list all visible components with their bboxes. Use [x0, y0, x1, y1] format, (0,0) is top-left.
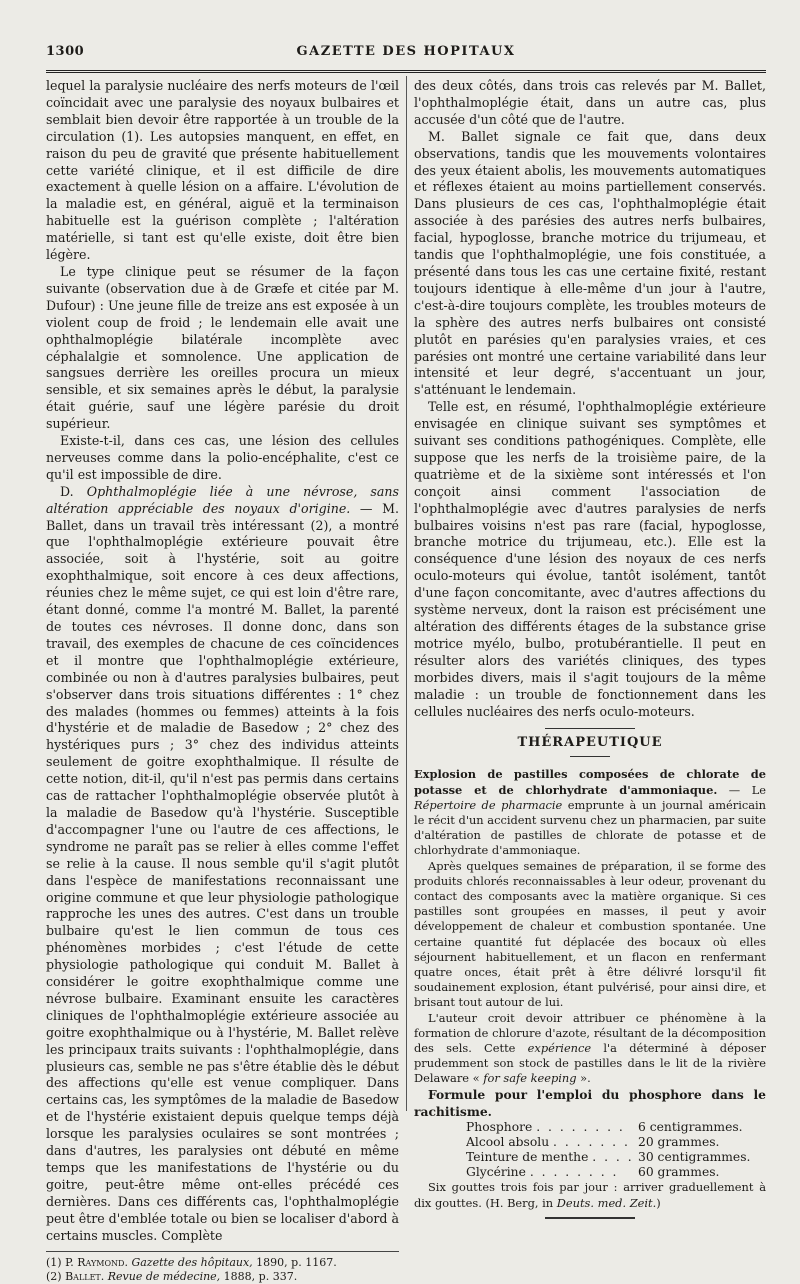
footnote-rest: 1888, p. 337.: [223, 1269, 298, 1283]
footnote-source: Gazette des hôpitaux,: [131, 1255, 253, 1269]
text-run: expérience: [527, 1041, 592, 1055]
ingredient: [466, 1165, 638, 1180]
footnote-number: (1): [46, 1255, 62, 1269]
ingredient: [466, 1150, 638, 1165]
footnote-rest: 1890, p. 1167.: [256, 1255, 337, 1269]
section-title: THÉRAPEUTIQUE: [517, 735, 663, 751]
formula-title: Formule pour l'emploi du phosphore dans le rachitisme.: [414, 1086, 766, 1119]
paragraph-section-d: [46, 484, 399, 1245]
paragraph: [414, 1011, 766, 1087]
text-run: l'a déterminé à déposer prudemment son stock de pastilles dans le lit de la rivière Delaware «: [414, 1041, 766, 1086]
footnote-source: Revue de médecine,: [107, 1269, 221, 1283]
paragraph: des deux côtés, dans trois cas relevés par M. Ballet, l'ophthalmoplégie était, dans un autre cas, plus accusée d'un côté que de l'autre.: [414, 78, 766, 127]
ingredient-amount: 30 centigrammes.: [638, 1150, 751, 1165]
text-run: ».: [576, 1071, 591, 1086]
column-divider: [406, 76, 407, 1111]
ingredient-amount: 20 grammes.: [638, 1135, 720, 1150]
paragraph: Le type clinique peut se résumer de la façon suivante (observation due à de Græfe et citée par M. Dufour) : Une jeune fille de treize ans est exposée à un violent coup de froid ; le lendemain elle avait une ophthalmoplégie bilatérale incomplète avec céphalalgie et somnolence. Une application de sangsues derrière les oreilles procura un mieux sensible, et six semaines après le début, la paralysie était guérie, sauf une légère parésie du droit supérieur.: [46, 263, 399, 432]
footnote: [46, 1270, 399, 1284]
footnote-author: P. Raymond.: [65, 1255, 128, 1269]
page-number: 1300: [46, 44, 85, 59]
ingredient-name: Alcool absolu: [466, 1135, 550, 1150]
left-column: [46, 78, 399, 1284]
footnotes: [46, 1251, 399, 1284]
ingredient: [466, 1120, 638, 1135]
right-column: [414, 78, 766, 1219]
paragraph: Telle est, en résumé, l'ophthalmoplégie extérieure envisagée en clinique suivant ses symptômes et suivant ses conditions pathogéniques. Complète, elle suppose que les nerfs de la troisième paire, de la quatrième et de la sixième sont intéressés et l'on conçoit ainsi comment l'association de l'ophthalmoplégie avec d'autres paralysies de nerfs bulbaires voisins n'est pas rare (facial, hypoglosse, branche motrice du trijumeau, etc.). Elle est la conséquence d'une lésion des noyaux de ces nerfs oculo-moteurs qui évolue, tantôt isolément, tantôt d'une façon concomitante, avec d'autres affections du système nerveux, dont la raison est précisément une altération des différents étages de la substance grise motrice myélo, bulbo, protubérantielle. Il peut en résulter alors des variétés cliniques, des types morbides divers, mais il s'agit toujours de la même maladie : un trouble de fonctionnement dans les cellules nucléaires des nerfs oculo-moteurs.: [414, 399, 766, 719]
leader-dots: . . . . . . . .: [536, 1120, 625, 1135]
section-heading: Ophthalmoplégie liée à une névrose, sans altération appréciable des noyaux d'origine.: [46, 483, 399, 516]
ingredient: [466, 1135, 638, 1150]
text-run: Six gouttes trois fois par jour : arriver graduellement à dix gouttes. (H. Berg, in: [414, 1180, 766, 1210]
text-run: L'auteur croit devoir attribuer ce phénomène à la formation de chlorure d'azote, résultant de la décomposition des sels. Cette: [414, 1010, 766, 1055]
text-run: — Le: [717, 782, 767, 797]
leader-dots: . . . .: [592, 1150, 634, 1165]
section-separator: [545, 728, 635, 729]
formula-row: [466, 1165, 766, 1180]
formula-row: [466, 1150, 766, 1165]
section-label: D.: [60, 483, 74, 499]
ingredient-name: Glycérine: [466, 1165, 526, 1180]
footnote: [46, 1256, 399, 1270]
journal-name: Répertoire de pharmacie: [414, 797, 563, 812]
ingredient-name: Teinture de menthe: [466, 1150, 589, 1165]
paragraph: lequel la paralysie nucléaire des nerfs moteurs de l'œil coïncidait avec une paralysie des noyaux bulbaires et semblait bien devoir être rapportée à un trouble de la circulation (1). Les autopsies manquent, en effet, en raison du peu de gravité que présente habituellement cette variété clinique, et il est difficile de dire exactement à quelle lésion on a affaire. L'évolution de la maladie est, en général, aiguë et la terminaison habituelle est la guérison complète ; l'altération matérielle, si tant est qu'elle existe, doit être bien légère.: [46, 78, 399, 263]
paragraph: Existe-t-il, dans ces cas, une lésion des cellules nerveuses comme dans la polio-encéphalite, c'est ce qu'il est impossible de dire.: [46, 433, 399, 482]
title-underline: [570, 756, 610, 757]
text-run: ): [656, 1195, 661, 1210]
footnote-number: (2): [46, 1269, 62, 1283]
text-run: Deuts. med. Zeit.: [556, 1195, 657, 1210]
article: [414, 767, 766, 1086]
paragraph-body: — M. Ballet, dans un travail très intéressant (2), a montré que l'ophthalmoplégie extérieure pouvait être associée, soit à l'hystérie, soit au goitre exophthalmique, soit encore à ces deux affections, réunies chez le même sujet, ce qui est loin d'être rare, étant donné, comme l'a montré M. Ballet, la parenté de toutes ces névroses. Il donne donc, dans son travail, des exemples de chacune de ces coïncidences et il montre que l'ophthalmoplégie extérieure, combinée ou non à d'autres paralysies bulbaires, peut s'observer dans trois situations différentes : 1° chez des malades (hommes ou femmes) atteints à la fois d'hystérie et de maladie de Basedow ; 2° chez des hystériques purs ; 3° chez des individus atteints seulement de goitre exophthalmique. Il résulte de cette notion, dit-il, qu'il n'est pas permis dans certains cas de rattacher l'ophthalmoplégie observée plutôt à la maladie de Basedow qu'à l'hystérie. Susceptible d'accompagner l'une ou l'autre de ces affections, le syndrome ne paraît pas se relier à elles comme l'effet se relie à la cause. Il nous semble qu'il s'agit plutôt dans l'espèce de manifestations reconnaissant une origine commune et que leur physiologie pathologique rapproche les unes des autres. C'est dans un trouble bulbaire qu'est le lien commun de tous ces phénomènes morbides ; c'est l'étude de cette physiologie pathologique qui conduit M. Ballet à considérer le goitre exophthalmique comme une névrose bulbaire. Examinant ensuite les caractères cliniques de l'ophthalmoplégie extérieure associée au goitre exophthalmique ou à l'hystérie, M. Ballet relève les principaux traits suivants : l'ophthalmoplégie, dans plusieurs cas, semble ne pas s'être établie dès le début des affections qu'elle est venue compliquer. Dans certains cas, les symptômes de la maladie de Basedow et de l'hystérie existaient depuis quelque temps déjà lorsque les paralysies oculaires se sont montrées ; dans d'autres, les paralysies ont débuté en même temps que les manifestations de l'hystérie ou du goitre, peut-être même ont-elles précédé ces dernières. Dans ces différents cas, l'ophthalmoplégie peut être d'emblée totale ou bien se localiser d'abord à certains muscles. Complète: [46, 500, 400, 1243]
text-run: for safe keeping: [483, 1071, 577, 1086]
formula-note: [414, 1180, 766, 1210]
article-intro: [414, 767, 766, 858]
ingredient-name: Phosphore: [466, 1120, 533, 1135]
end-rule: [545, 1217, 635, 1219]
formula-list: [466, 1120, 766, 1180]
footnote-author: Ballet.: [65, 1269, 105, 1283]
paragraph: M. Ballet signale ce fait que, dans deux observations, tandis que les mouvements volontaires des yeux étaient abolis, les mouvements automatiques et réflexes étaient au moins partiellement conservés. Dans plusieurs de ces cas, l'ophthalmoplégie était associée à des parésies des autres nerfs bulbaires, facial, hypoglosse, branche motrice du trijumeau, et tandis que l'ophthalmoplégie, une fois constituée, a présenté dans tous les cas une certaine fixité, restant toujours identique à elle-même d'un jour à l'autre, c'est-à-dire toujours complète, les troubles moteurs de la sphère des autres nerfs bulbaires ont consisté plutôt en parésies qu'en paralysies vraies, et ces parésies ont montré une certaine variabilité dans leur intensité et leur degré, s'accentuant un jour, s'atténuant le lendemain.: [414, 128, 766, 398]
leader-dots: . . . . . . . .: [529, 1165, 619, 1180]
ingredient-amount: 6 centigrammes.: [638, 1120, 743, 1135]
article-title: Explosion de pastilles composées de chlorate de potasse et de chlorhydrate d'ammoniaque.: [414, 767, 766, 797]
running-title: GAZETTE DES HOPITAUX: [296, 44, 516, 59]
paragraph: Après quelques semaines de préparation, il se forme des produits chlorés reconnaissables à leur odeur, provenant du contact des composants avec la matière organique. Si ces pastilles sont groupées en masses, il peut y avoir développement de chaleur et combustion spontanée. Une certaine quantité fut déplacée des bocaux où elles séjournent habituellement, et un flacon en renfermant quatre onces, était prêt à être délivré lorsqu'il fit soudainement explosion, étant pulvérisé, pour ainsi dire, et brisant tout autour de lui.: [414, 858, 766, 1010]
text-run: emprunte à un journal américain le récit d'un accident survenu chez un pharmacien, par suite d'altération de pastilles de chlorate de potasse et de chlorhydrate d'ammoniaque.: [414, 797, 766, 858]
header-rule: [46, 70, 766, 73]
page-header: [46, 44, 766, 64]
formula-row: [466, 1135, 766, 1150]
leader-dots: . . . . . . .: [553, 1135, 630, 1150]
formula-row: [466, 1120, 766, 1135]
ingredient-amount: 60 grammes.: [638, 1165, 720, 1180]
